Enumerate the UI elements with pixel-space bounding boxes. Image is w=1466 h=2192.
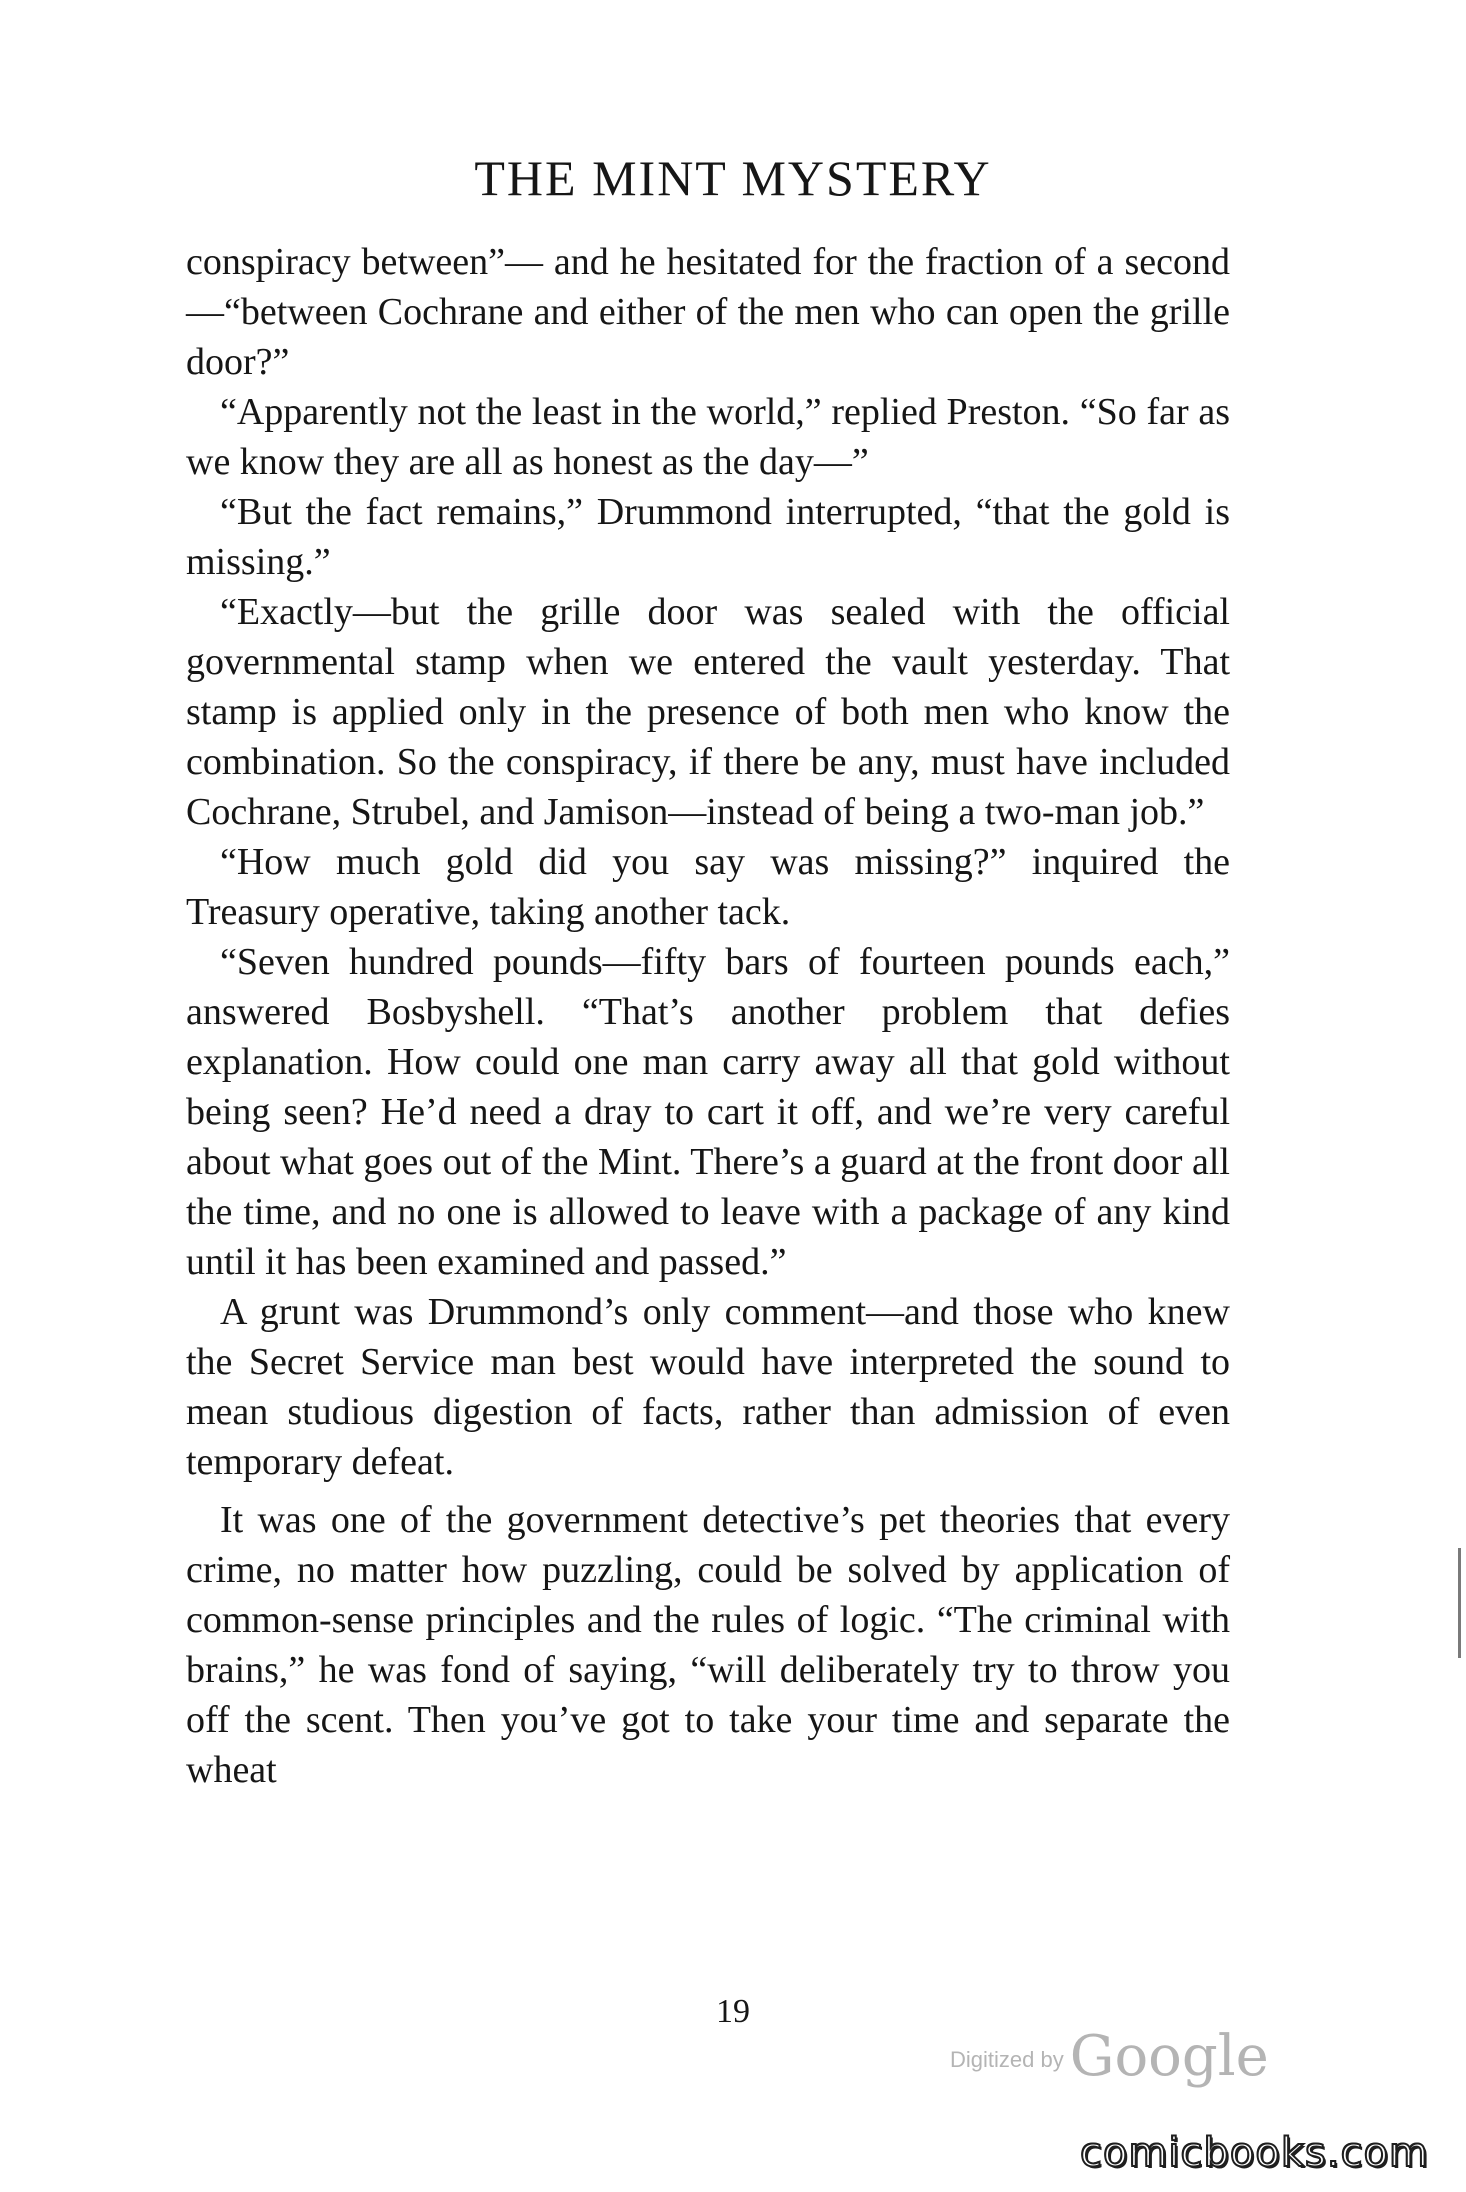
paragraph-8: It was one of the government detective’s pet theories that every crime, no matter how puzzling, could be solved by application of common-sense principles and the rules of logic. “The criminal with brains,” he was fond of saying, “will deliberately try to throw you off the scent. Then you’ve got to take your time and separate the wheat <box>186 1499 1230 1791</box>
digitized-by-google-watermark <box>950 2024 1280 2104</box>
paragraph-7: A grunt was Drummond’s only comment—and those who knew the Secret Service man best would have interpreted the sound to mean studious digestion of facts, rather than admission of even temporary defeat. <box>186 1291 1230 1483</box>
body-text <box>186 237 1230 1795</box>
paragraph-4: “Exactly—but the grille door was sealed with the official governmental stamp when we entered the vault yesterday. That stamp is applied only in the presence of both men who know the combination. So the conspiracy, if there be any, must have included Cochrane, Strubel, and Jamison—instead of being a two-man job.” <box>186 591 1230 833</box>
site-watermark: comicbooks.com <box>1080 2130 1430 2176</box>
google-logo: Google <box>1069 2024 1269 2089</box>
digitized-by-label: Digitized by <box>950 2047 1064 2072</box>
paragraph-1: conspiracy between”— and he hesitated for the fraction of a second—“between Cochrane and either of the men who can open the grille door?” <box>186 241 1230 383</box>
paragraph-6: “Seven hundred pounds—fifty bars of fourteen pounds each,” answered Bosbyshell. “That’s another problem that defies explanation. How could one man carry away all that gold without being seen? He’d need a dray to cart it off, and we’re very careful about what goes out of the Mint. There’s a guard at the front door all the time, and no one is allowed to leave with a package of any kind until it has been examined and passed.” <box>186 941 1230 1283</box>
paragraph-5: “How much gold did you say was missing?” inquired the Treasury operative, taking another tack. <box>186 841 1230 933</box>
page-number: 19 <box>716 1993 750 2030</box>
running-title: THE MINT MYSTERY <box>474 150 992 206</box>
paragraph-3: “But the fact remains,” Drummond interrupted, “that the gold is missing.” <box>186 491 1230 583</box>
scan-edge-mark <box>1458 1548 1461 1658</box>
paragraph-2: “Apparently not the least in the world,” replied Preston. “So far as we know they are all as honest as the day—” <box>186 391 1230 483</box>
